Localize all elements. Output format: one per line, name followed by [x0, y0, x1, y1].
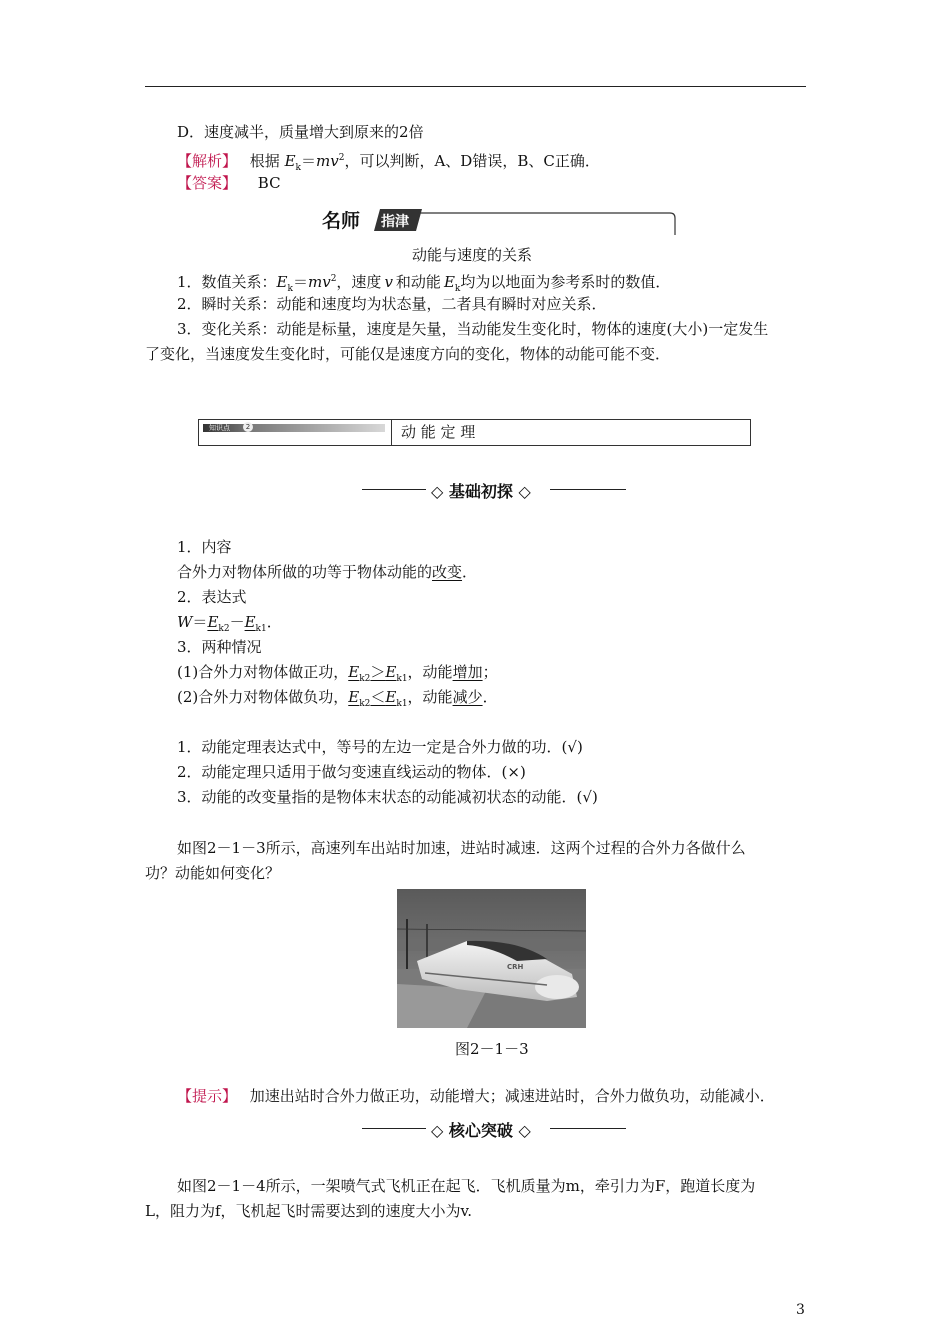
teacher-item-1-sup: 2	[330, 274, 337, 284]
judge-1: 1．动能定理表达式中，等号的左边一定是合外力做的功．(√)	[177, 738, 583, 756]
basic-case-2: (2)合外力对物体做负功，$E_{k2}<E_{k1}$，动能减少．	[177, 688, 498, 709]
core-line-2: L，阻力为f，飞机起飞时需要达到的速度大小为v.	[145, 1202, 472, 1220]
badge-text-a: 名师	[322, 210, 361, 232]
answer-text: BC	[257, 174, 281, 192]
hint-text: 加速出站时合外力做正功，动能增大；减速进站时，合外力做负功，动能减小．	[249, 1087, 775, 1105]
section-basic-rule-right	[550, 489, 626, 490]
basic-case-1: (1)合外力对物体做正功，$E_{k2}>E_{k1}$，动能增加；	[177, 663, 498, 684]
basic-h2: 2．表达式	[177, 588, 247, 606]
teacher-item-1-sub2: k	[454, 284, 461, 294]
teacher-item-1-eq: ＝	[292, 273, 308, 291]
train-logo: CRH	[507, 963, 524, 971]
basic-case-2-mid: ，动能	[407, 688, 453, 706]
header-rule	[145, 86, 806, 87]
analysis-tag: 【解析】	[177, 152, 238, 170]
analysis-text-before: 根据	[249, 152, 280, 170]
teacher-item-1-tail: 均为以地面为参考系时的数值．	[460, 273, 671, 291]
basic-case-1-mid: ，动能	[407, 663, 453, 681]
teacher-item-1-e2: E	[443, 273, 455, 291]
question-line-2: 功？动能如何变化？	[145, 864, 281, 882]
basic-l1-u: 改变	[432, 563, 463, 581]
answer-line	[177, 172, 281, 194]
knowledge-label: 知识点	[209, 424, 230, 432]
formula-eq: ＝	[301, 152, 317, 170]
teacher-item-1-e: E	[276, 273, 288, 291]
teacher-badge	[318, 203, 678, 237]
figure-caption: 图2－1－3	[455, 1040, 529, 1058]
formula-sup: 2	[338, 153, 345, 163]
teacher-item-1-pre: 1．数值关系：	[177, 273, 277, 291]
section-basic-rule-left	[362, 489, 426, 490]
basic-l1	[177, 561, 477, 583]
formula-e: E	[284, 152, 296, 170]
basic-case-1-u: 增加	[452, 663, 483, 681]
knowledge-bar	[198, 419, 751, 446]
basic-h1: 1．内容	[177, 538, 232, 556]
basic-case-2-u: 减少	[452, 688, 483, 706]
basic-case-1-pre: (1)合外力对物体做正功，	[177, 663, 349, 681]
basic-l1-pre: 合外力对物体所做的功等于物体动能的	[177, 563, 433, 581]
knowledge-title: 动 能 定 理	[401, 423, 476, 441]
page-number: 3	[796, 1302, 805, 1318]
train-photo	[397, 889, 586, 1028]
question-line-1: 如图2－1－3所示，高速列车出站时加速，进站时减速．这两个过程的合外力各做什么	[177, 839, 746, 857]
knowledge-bar-strip	[203, 424, 385, 432]
teacher-title: 动能与速度的关系	[412, 246, 533, 264]
core-line-1: 如图2－1－4所示，一架喷气式飞机正在起飞．飞机质量为m，牵引力为F，跑道长度为	[177, 1177, 756, 1195]
answer-tag: 【答案】	[177, 174, 238, 192]
hint-line	[177, 1085, 775, 1107]
section-core-rule-left	[362, 1128, 426, 1129]
hint-tag: 【提示】	[177, 1087, 238, 1105]
option-d: D．速度减半，质量增大到原来的2倍	[177, 123, 424, 141]
basic-formula: $W=E_{k2}-E_{k1}$．	[177, 613, 282, 634]
teacher-item-3-cont: 了变化，当速度发生变化时，可能仅是速度方向的变化，物体的动能可能不变．	[145, 345, 671, 363]
basic-l1-end: ．	[462, 563, 478, 581]
teacher-item-1-mv: mv	[307, 273, 331, 291]
teacher-item-1-mid: ，速度	[336, 273, 382, 291]
teacher-item-3: 3．变化关系：动能是标量，速度是矢量，当动能发生变化时，物体的速度(大小)一定发生	[177, 320, 769, 338]
formula-sub: k	[295, 163, 302, 173]
knowledge-divider	[391, 420, 392, 445]
teacher-item-1-mid2: 和动能	[395, 273, 441, 291]
basic-case-2-end: ．	[482, 688, 498, 706]
train-illustration	[397, 889, 586, 1028]
teacher-item-1-v: v	[384, 273, 393, 291]
judge-2: 2．动能定理只适用于做匀变速直线运动的物体．(×)	[177, 763, 526, 781]
badge-text-b: 指津	[381, 214, 409, 230]
analysis-text-after: ，可以判断，A、D错误，B、C正确．	[344, 152, 600, 170]
section-core-title: ◇ 核心突破 ◇	[431, 1121, 531, 1140]
basic-h3: 3．两种情况	[177, 638, 262, 656]
section-basic-title: ◇ 基础初探 ◇	[431, 482, 531, 501]
basic-case-1-end: ；	[482, 663, 498, 681]
knowledge-num: 2	[243, 422, 253, 432]
judge-3: 3．动能的改变量指的是物体末状态的动能减初状态的动能．(√)	[177, 788, 598, 806]
teacher-item-2: 2．瞬时关系：动能和速度均为状态量，二者具有瞬时对应关系．	[177, 295, 607, 313]
teacher-badge-frame	[318, 203, 678, 237]
teacher-item-1-sub: k	[287, 284, 293, 294]
basic-case-2-pre: (2)合外力对物体做负功，	[177, 688, 349, 706]
section-core-rule-right	[550, 1128, 626, 1129]
formula-mv: mv	[316, 152, 339, 170]
